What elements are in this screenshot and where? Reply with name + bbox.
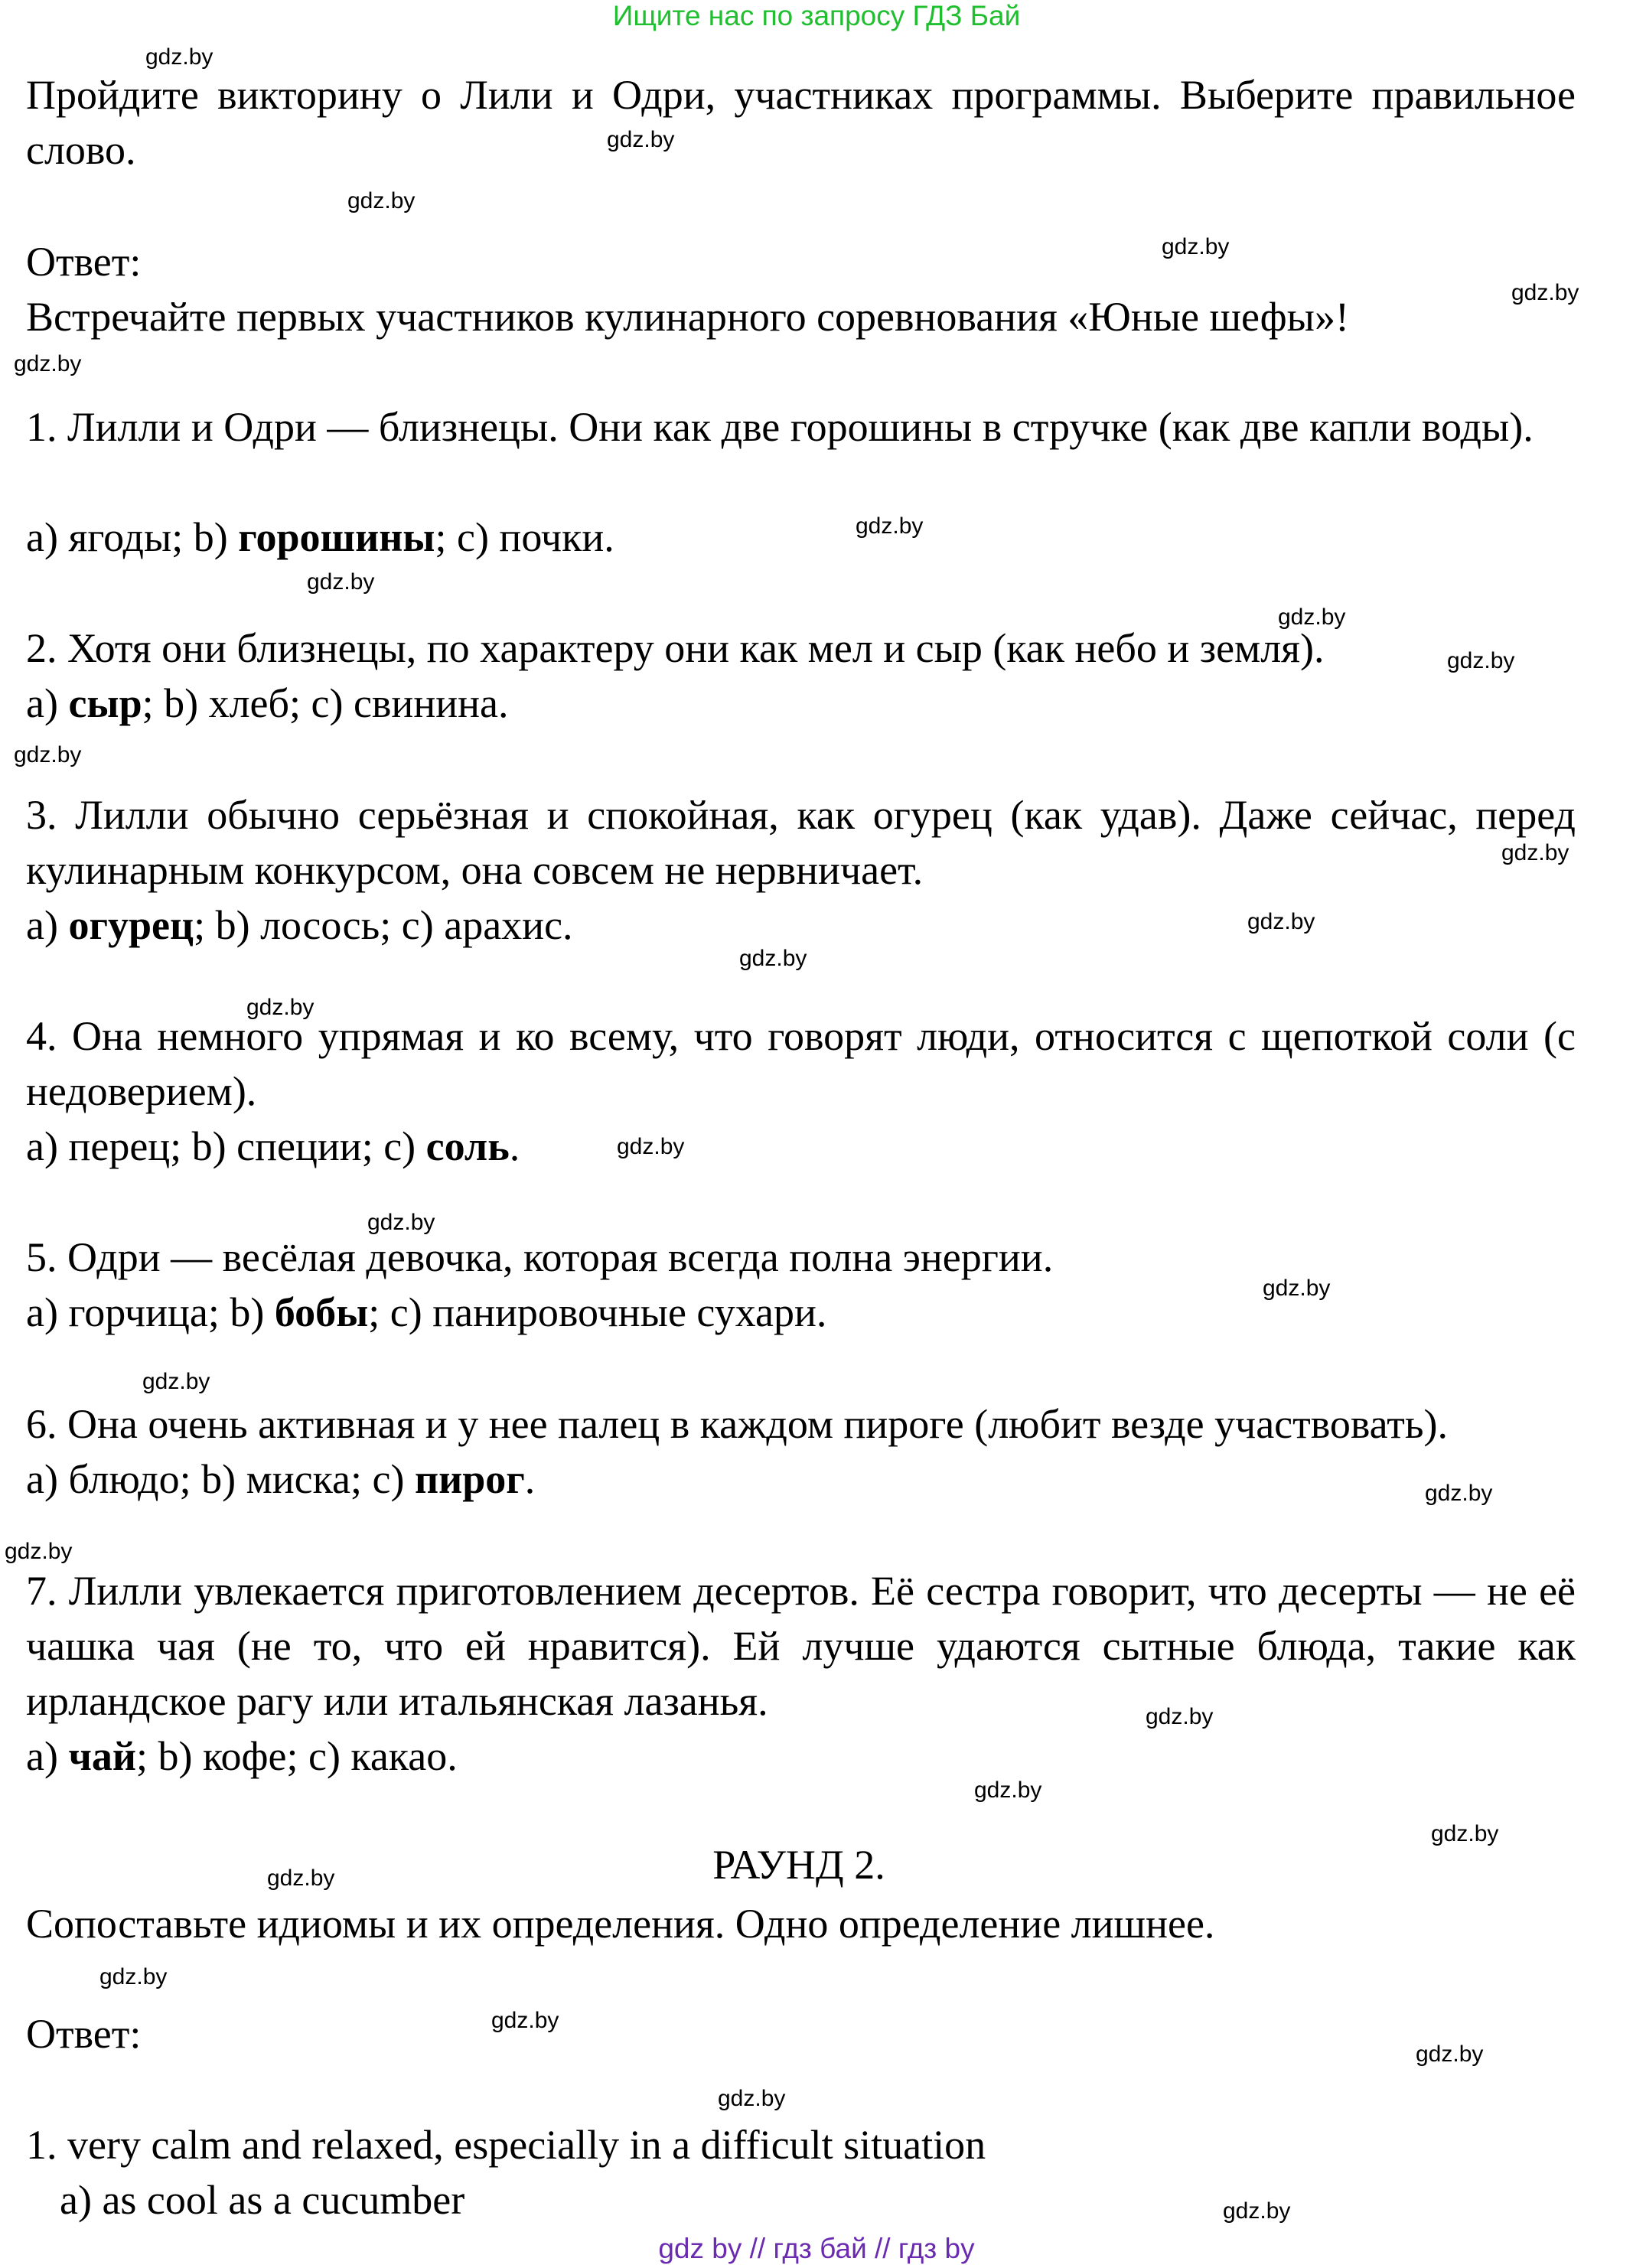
watermark: gdz.by (739, 946, 807, 971)
question-2: 2. Хотя они близнецы, по характеру они как мел и сыр (как небо и земля). (26, 625, 1325, 671)
watermark: gdz.by (347, 188, 416, 213)
watermark: gdz.by (1223, 2198, 1291, 2224)
watermark: gdz.by (1501, 840, 1569, 865)
watermark: gdz.by (607, 127, 675, 152)
round-2-answer-label: Ответ: (26, 2011, 142, 2057)
correct-answer: горошины (238, 514, 435, 560)
footer-links[interactable]: gdz by // гдз бай // гдз by (658, 2233, 975, 2264)
correct-answer: чай (68, 1733, 137, 1779)
watermark: gdz.by (1447, 648, 1515, 673)
watermark: gdz.by (99, 1964, 168, 1989)
options-7: a) чай; b) кофе; c) какао. (26, 1733, 458, 1779)
watermark: gdz.by (856, 513, 924, 539)
watermark: gdz.by (1278, 604, 1346, 630)
question-7: 7. Лилли увлекается приготовлением десертов. Её сестра говорит, что десерты — не её чашка чая (не то, что ей нравится). Ей лучше удаются сытные блюда, такие как ирландское рагу или итальянская лазанья. (26, 1568, 1576, 1724)
watermark: gdz.by (1247, 909, 1315, 934)
correct-answer: бобы (274, 1289, 369, 1335)
options-1: a) ягоды; b) горошины; c) почки. (26, 514, 614, 560)
question-3: 3. Лилли обычно серьёзная и спокойная, как огурец (как удав). Даже сейчас, перед кулинарным конкурсом, она совсем не нервничает. (26, 792, 1576, 893)
watermark: gdz.by (1431, 1821, 1499, 1846)
watermark: gdz.by (14, 742, 82, 767)
watermark: gdz.by (307, 569, 375, 595)
round-2-heading: РАУНД 2. (712, 1842, 885, 1888)
watermark: gdz.by (1511, 280, 1579, 305)
options-6: a) блюдо; b) миска; c) пирог. (26, 1456, 536, 1502)
correct-answer: соль (425, 1123, 510, 1169)
watermark: gdz.by (1425, 1481, 1493, 1506)
watermark: gdz.by (5, 1539, 73, 1564)
watermark: gdz.by (491, 2008, 559, 2033)
watermark: gdz.by (1416, 2042, 1484, 2067)
watermark: gdz.by (142, 1369, 210, 1394)
answer-label: Ответ: (26, 239, 142, 285)
search-hint-link[interactable]: Ищите нас по запросу ГДЗ Бай (612, 0, 1021, 31)
intro-text: Пройдите викторину о Лили и Одри, участниках программы. Выберите правильное слово. (26, 72, 1576, 173)
watermark: gdz.by (1146, 1704, 1214, 1729)
welcome-text: Встречайте первых участников кулинарного соревнования «Юные шефы»! (26, 294, 1349, 340)
watermark: gdz.by (1263, 1276, 1331, 1301)
options-5: a) горчица; b) бобы; c) панировочные сухари. (26, 1289, 827, 1335)
question-1: 1. Лилли и Одри — близнецы. Они как две горошины в стручке (как две капли воды). (26, 404, 1534, 450)
watermark: gdz.by (267, 1866, 335, 1891)
options-3: a) огурец; b) лосось; c) арахис. (26, 902, 573, 948)
idiom-definition-1: 1. very calm and relaxed, especially in a difficult situation (26, 2122, 986, 2168)
watermark: gdz.by (718, 2086, 786, 2111)
watermark: gdz.by (14, 351, 82, 376)
options-2: a) сыр; b) хлеб; c) свинина. (26, 680, 509, 726)
idiom-answer-1: a) as cool as a cucumber (60, 2177, 465, 2223)
question-5: 5. Одри — весёлая девочка, которая всегда полна энергии. (26, 1234, 1054, 1280)
options-4: a) перец; b) специи; c) соль. (26, 1123, 520, 1169)
watermark: gdz.by (974, 1778, 1042, 1803)
correct-answer: сыр (68, 680, 142, 726)
watermark: gdz.by (145, 44, 213, 70)
watermark: gdz.by (246, 995, 315, 1020)
correct-answer: пирог (414, 1456, 525, 1502)
watermark: gdz.by (1162, 234, 1230, 259)
round-2-instruction: Сопоставьте идиомы и их определения. Одно определение лишнее. (26, 1901, 1215, 1947)
watermark: gdz.by (617, 1134, 685, 1159)
question-6: 6. Она очень активная и у нее палец в каждом пироге (любит везде участвовать). (26, 1401, 1448, 1447)
watermark: gdz.by (367, 1210, 435, 1235)
correct-answer: огурец (68, 902, 194, 948)
question-4: 4. Она немного упрямая и ко всему, что говорят люди, относится с щепоткой соли (с недоверием). (26, 1013, 1576, 1114)
